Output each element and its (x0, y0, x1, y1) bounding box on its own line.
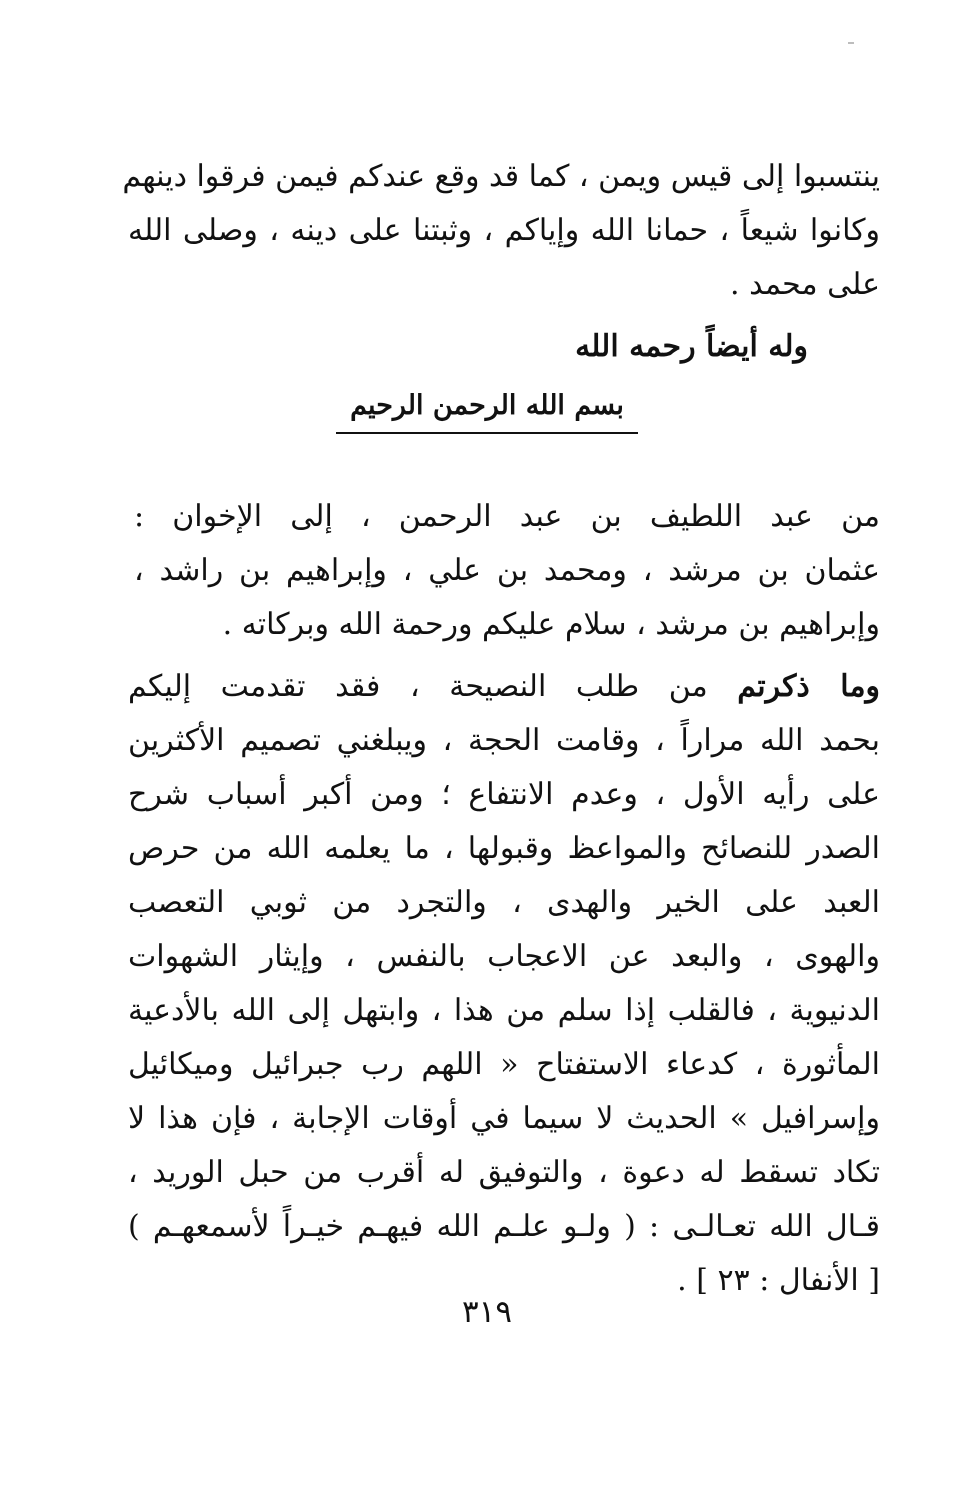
text-line: تكاد تسقط له دعوة ، والتوفيق له أقرب من حبل الوريد ، (128, 1155, 880, 1190)
text-line: قـال الله تعـالـى : ( ولـو علـم الله فيهـم خيـراً لأسمعهـم ) (128, 1209, 880, 1244)
text-line-first (128, 660, 880, 714)
lead-phrase: وما ذكرتم (737, 669, 881, 704)
text-line: الصدر للنصائح والمواعظ وقبولها ، ما يعلمه الله من حرص (128, 831, 880, 866)
text-line: عثمان بن مرشد ، ومحمد بن علي ، وإبراهيم بن راشد ، (134, 553, 880, 588)
text-line: والهوى ، والبعد عن الاعجاب بالنفس ، وإيثار الشهوات (128, 939, 880, 974)
basmala-text: بسم الله الرحمن الرحيم (350, 390, 624, 421)
text-line: من عبد اللطيف بن عبد الرحمن ، إلى الإخوان : (134, 499, 880, 534)
text-line: على محمد . (730, 267, 880, 302)
basmala-underline (336, 432, 638, 434)
text-line: [ الأنفال : ٢٣ ] . (677, 1263, 880, 1298)
text-line: وإسرافيل » الحديث لا سيما في أوقات الإجابة ، فإن هذا لا (128, 1101, 880, 1136)
basmala-calligraphy (330, 386, 644, 440)
paragraph-salutation (134, 490, 880, 652)
scan-mark (848, 42, 854, 44)
text-line: العبد على الخير والهدى ، والتجرد من ثوبي التعصب (128, 885, 880, 920)
text-line-rest: من طلب النصيحة ، فقد تقدمت إليكم (128, 669, 738, 704)
text-line: المأثورة ، كدعاء الاستفتاح « اللهم رب جبرائيل وميكائيل (128, 1047, 880, 1082)
paragraph-body (128, 660, 880, 1308)
letter-heading: وله أيضاً رحمه الله (575, 329, 808, 364)
text-line: الدنيوية ، فالقلب إذا سلم من هذا ، وابتهل إلى الله بالأدعية (128, 993, 880, 1028)
text-line: وإبراهيم بن مرشد ، سلام عليكم ورحمة الله وبركاته . (222, 607, 880, 642)
paragraph-opening (122, 150, 880, 312)
text-line: ينتسبوا إلى قيس ويمن ، كما قد وقع عندكم فيمن فرقوا دينهم (122, 159, 880, 194)
page-number: ٣١٩ (462, 1294, 512, 1330)
text-line: بحمد الله مراراً ، وقامت الحجة ، ويبلغني تصميم الأكثرين (128, 723, 880, 758)
text-line: وكانوا شيعاً ، حمانا الله وإياكم ، وثبتنا على دينه ، وصلى الله (128, 213, 880, 248)
text-line: على رأيه الأول ، وعدم الانتفاع ؛ ومن أكبر أسباب شرح (128, 777, 880, 812)
